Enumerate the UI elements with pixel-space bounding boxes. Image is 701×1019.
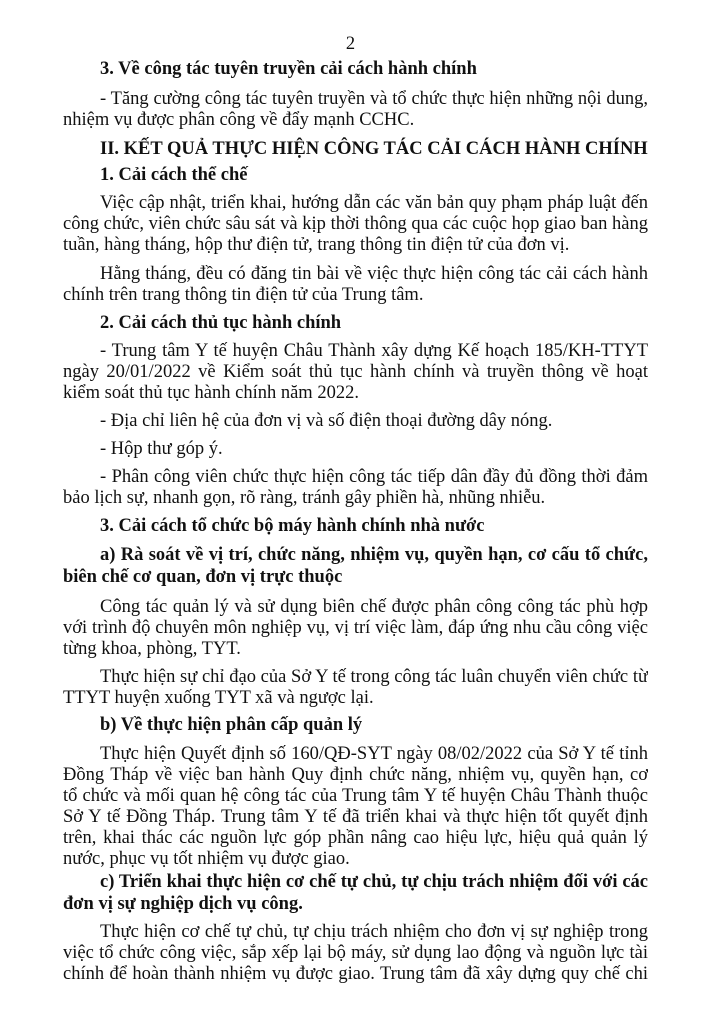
item-heading: a) Rà soát về vị trí, chức năng, nhiệm vụ, quyền hạn, cơ cấu tổ chức, (100, 545, 648, 565)
text-line: Sở Y tế Đồng Tháp. Trung tâm Y tế đã triển khai và thực hiện tốt quyết định (63, 807, 648, 827)
text-line: bảo lịch sự, nhanh gọn, rõ ràng, tránh gây phiền hà, nhũng nhiễu. (63, 488, 546, 508)
text-line: Việc cập nhật, triển khai, hướng dẫn các văn bản quy phạm pháp luật đến (100, 193, 648, 213)
text-line: Hằng tháng, đều có đăng tin bài về việc thực hiện công tác cải cách hành (100, 264, 648, 284)
text-line: với trình độ chuyên môn nghiệp vụ, vị trí việc làm, đáp ứng nhu cầu công việc (63, 618, 648, 638)
section-heading: II. KẾT QUẢ THỰC HIỆN CÔNG TÁC CẢI CÁCH HÀNH CHÍNH (100, 139, 648, 159)
text-line: công chức, viên chức sâu sát và kịp thời thông qua các cuộc họp giao ban hàng (63, 214, 648, 234)
subsection-heading: 3. Cải cách tổ chức bộ máy hành chính nhà nước (100, 516, 485, 536)
text-line: việc tổ chức công việc, sắp xếp lại bộ máy, sử dụng lao động và nguồn lực tài (63, 943, 648, 963)
text-line: trên, khai thác các nguồn lực góp phần nâng cao hiệu lực, hiệu quả quản lý (63, 828, 648, 848)
text-line: chính trên trang thông tin điện tử của Trung tâm. (63, 285, 424, 305)
text-line: - Trung tâm Y tế huyện Châu Thành xây dựng Kế hoạch 185/KH-TTYT (100, 341, 648, 361)
text-line: từng khoa, phòng, TYT. (63, 639, 241, 659)
text-line: tổ chức và mối quan hệ công tác của Trung tâm Y tế huyện Châu Thành thuộc (63, 786, 648, 806)
text-line: - Hộp thư góp ý. (100, 439, 223, 459)
text-line: tuần, hàng tháng, hộp thư điện tử, trang thông tin điện tử của đơn vị. (63, 235, 570, 255)
text-line: Thực hiện sự chỉ đạo của Sở Y tế trong công tác luân chuyển viên chức từ (100, 667, 648, 687)
text-line: ngày 20/01/2022 về Kiểm soát thủ tục hành chính và truyền thông về hoạt (63, 362, 648, 382)
text-line: nhiệm vụ được phân công về đẩy mạnh CCHC. (63, 110, 415, 130)
item-heading: b) Về thực hiện phân cấp quản lý (100, 715, 363, 735)
text-line: - Tăng cường công tác tuyên truyền và tổ chức thực hiện những nội dung, (100, 89, 648, 109)
subsection-heading: 1. Cải cách thể chế (100, 165, 248, 185)
item-heading: đơn vị sự nghiệp dịch vụ công. (63, 894, 303, 914)
text-line: Đồng Tháp về việc ban hành Quy định chức năng, nhiệm vụ, quyền hạn, cơ (63, 765, 648, 785)
text-line: 3. Về công tác tuyên truyền cải cách hành chính (100, 59, 477, 79)
item-heading: biên chế cơ quan, đơn vị trực thuộc (63, 567, 343, 587)
text-line: - Phân công viên chức thực hiện công tác tiếp dân đầy đủ đồng thời đảm (100, 467, 648, 487)
subsection-heading: 2. Cải cách thủ tục hành chính (100, 313, 342, 333)
text-line: Công tác quản lý và sử dụng biên chế được phân công công tác phù hợp (100, 597, 648, 617)
text-line: - Địa chỉ liên hệ của đơn vị và số điện thoại đường dây nóng. (100, 411, 553, 431)
item-heading: c) Triển khai thực hiện cơ chế tự chủ, tự chịu trách nhiệm đối với các (100, 872, 648, 892)
page-number: 2 (345, 34, 356, 54)
text-line: TTYT huyện xuống TYT xã và ngược lại. (63, 688, 374, 708)
text-line: Thực hiện Quyết định số 160/QĐ-SYT ngày 08/02/2022 của Sở Y tế tỉnh (100, 744, 648, 764)
text-line: kiểm soát thủ tục hành chính năm 2022. (63, 383, 359, 403)
text-line: Thực hiện cơ chế tự chủ, tự chịu trách nhiệm cho đơn vị sự nghiệp trong (100, 922, 648, 942)
text-line: nước, phục vụ tốt nhiệm vụ được giao. (63, 849, 350, 869)
text-line: chính để hoàn thành nhiệm vụ được giao. Trung tâm đã xây dựng quy chế chi (63, 964, 648, 984)
